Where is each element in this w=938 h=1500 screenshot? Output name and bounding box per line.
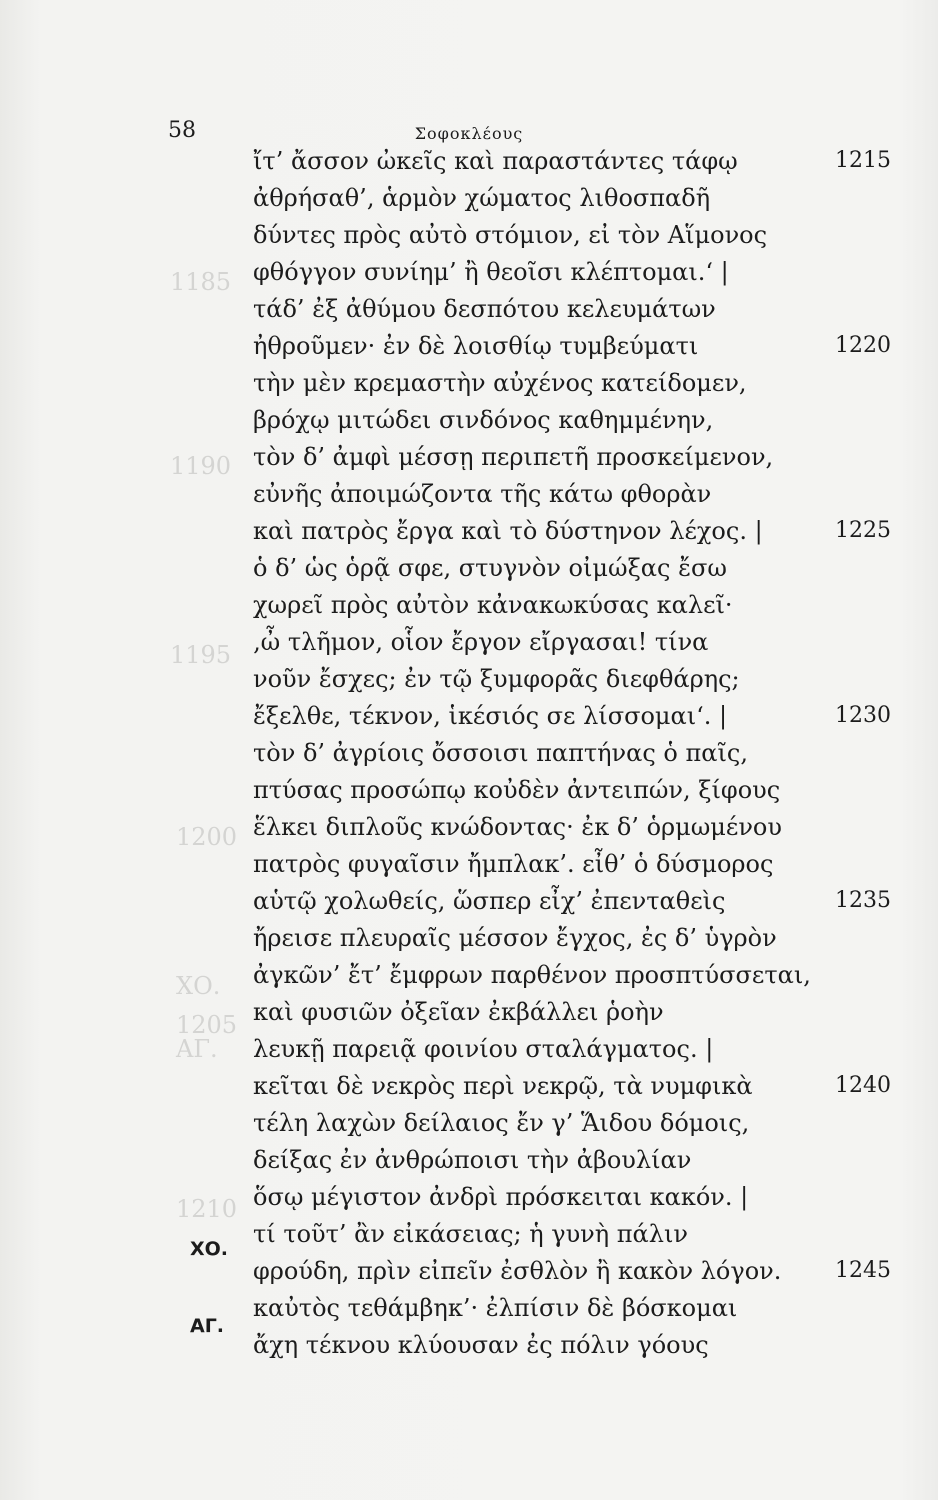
bleed-through-number: 1205 [176,1011,238,1039]
verse-line-text: δύντες πρὸς αὐτὸ στόμιον, εἰ τὸν Αἵμονος [253,221,768,249]
bleed-through-speaker: ΑΓ. [176,1035,218,1063]
verse-line [253,1257,781,1287]
verse-line-text: ἄχη τέκνου κλύουσαν ἐς πόλιν γόους [253,1331,709,1359]
line-number: 1225 [835,518,891,543]
verse-line [253,1294,737,1324]
verse-line-text: καὐτὸς τεθάμβηκ’· ἐλπίσιν δὲ βόσκομαι [253,1294,738,1322]
verse-line-text: ὅσῳ μέγιστον ἀνδρὶ πρόσκειται κακόν. | [253,1183,749,1211]
bleed-through-number: 1190 [170,452,232,480]
verse-line [253,258,729,288]
verse-line-text: ὁ δ’ ὡς ὁρᾷ σφε, στυγνὸν οἰμώξας ἔσω [253,554,727,582]
verse-line [253,184,710,214]
verse-line-text: τὸν δ’ ἀμφὶ μέσσῃ περιπετῆ προσκείμενον, [253,443,774,471]
verse-line-text: τάδ’ ἐξ ἀθύμου δεσπότου κελευμάτων [253,295,716,323]
verse-line-text: ἀγκῶν’ ἔτ’ ἔμφρων παρθένον προσπτύσσεται, [253,961,811,989]
line-number: 1235 [835,888,891,913]
verse-line [253,443,773,473]
verse-line [253,850,773,880]
verse-line-text: ἴτ’ ἄσσον ὠκεῖς καὶ παραστάντες τάφῳ [253,147,738,175]
verse-line [253,1146,691,1176]
verse-line-text: αὑτῷ χολωθείς, ὥσπερ εἶχ’ ἐπενταθεὶς [253,887,726,915]
running-head: Σοφοκλέους [414,124,524,143]
verse-line [253,887,725,917]
line-number: 1215 [835,148,891,173]
page-number: 58 [168,118,196,143]
verse-line [253,961,811,991]
verse-line [253,1331,709,1361]
verse-line-text: καὶ φυσιῶν ὀξεῖαν ἐκβάλλει ῥοὴν [253,998,664,1026]
bleed-through-number: 1195 [170,641,232,669]
verse-line-text: βρόχῳ μιτώδει σινδόνος καθημμένην, [253,406,714,434]
verse-line-text: κεῖται δὲ νεκρὸς περὶ νεκρῷ, τὰ νυμφικὰ [253,1072,753,1100]
verse-line-text: ‚ὦ τλῆμον, οἷον ἔργον εἴργασαι! τίνα [253,628,709,656]
bleed-through-speaker: ΧΟ. [176,972,221,1000]
line-number: 1245 [835,1258,891,1283]
verse-line-text: τὸν δ’ ἀγρίοις ὄσσοισι παπτήνας ὁ παῖς, [253,739,748,767]
verse-line [253,776,780,806]
verse-line-text: φρούδη, πρὶν εἰπεῖν ἐσθλὸν ἢ κακὸν λόγον. [253,1257,782,1285]
verse-line [253,517,763,547]
verse-line [253,924,777,954]
verse-line-text: λευκῇ παρειᾷ φοινίου σταλάγματος. | [253,1035,714,1063]
verse-line [253,369,747,399]
verse-line [253,480,711,510]
verse-line-text: ἕλκει διπλοῦς κνώδοντας· ἐκ δ’ ὁρμωμένου [253,813,782,841]
verse-line [253,702,727,732]
verse-line [253,554,727,584]
verse-line [253,1220,688,1250]
verse-line-text: χωρεῖ πρὸς αὐτὸν κἀνακωκύσας καλεῖ· [253,591,733,619]
verse-line-text: δείξας ἐν ἀνθρώποισι τὴν ἀβουλίαν [253,1146,692,1174]
verse-line [253,1072,753,1102]
bleed-through-number: 1210 [176,1195,238,1223]
verse-line-text: εὐνῆς ἀποιμώζοντα τῆς κάτω φθορὰν [253,480,712,508]
verse-line-text: ἠθροῦμεν· ἐν δὲ λοισθίῳ τυμβεύματι [253,332,699,360]
verse-line [253,665,740,695]
verse-line-text: ἀθρήσαθ’, ἁρμὸν χώματος λιθοσπαδῆ [253,184,711,212]
verse-line-text: ἔξελθε, τέκνον, ἱκέσιός σε λίσσομαι‘. | [253,702,728,730]
verse-line [253,1183,748,1213]
verse-line [253,998,664,1028]
verse-line-text: τί τοῦτ’ ἂν εἰκάσειας; ἡ γυνὴ πάλιν [253,1220,688,1248]
verse-line [253,406,713,436]
verse-line-text: ἤρεισε πλευραῖς μέσσον ἔγχος, ἐς δ’ ὑγρὸν [253,924,777,952]
line-number: 1240 [835,1073,891,1098]
verse-line-text: νοῦν ἔσχες; ἐν τῷ ξυμφορᾶς διεφθάρης; [253,665,740,693]
verse-line-text: τέλη λαχὼν δείλαιος ἔν γ’ Ἅιδου δόμοις, [253,1109,750,1137]
verse-line [253,1035,713,1065]
verse-line-text: πατρὸς φυγαῖσιν ἤμπλακ’. εἶθ’ ὁ δύσμορος [253,850,774,878]
bleed-through-number: 1200 [176,823,238,851]
speaker-label-messenger: ΑΓ. [190,1315,225,1337]
verse-line [253,813,782,843]
line-number: 1220 [835,333,891,358]
verse-line [253,295,716,325]
verse-line [253,332,698,362]
verse-line [253,591,733,621]
verse-line [253,1109,749,1139]
verse-line [253,739,748,769]
verse-line-text: φθόγγον συνίημ’ ἢ θεοῖσι κλέπτομαι.‘ | [253,258,729,286]
line-number: 1230 [835,703,891,728]
verse-line-text: τὴν μὲν κρεμαστὴν αὐχένος κατείδομεν, [253,369,747,397]
speaker-label-chorus: ΧΟ. [190,1238,229,1260]
verse-line [253,147,738,177]
verse-line [253,628,708,658]
verse-line-text: καὶ πατρὸς ἔργα καὶ τὸ δύστηνον λέχος. | [253,517,763,545]
verse-line-text: πτύσας προσώπῳ κοὐδὲν ἀντειπών, ξίφους [253,776,781,804]
verse-line [253,221,767,251]
bleed-through-number: 1185 [170,268,232,296]
